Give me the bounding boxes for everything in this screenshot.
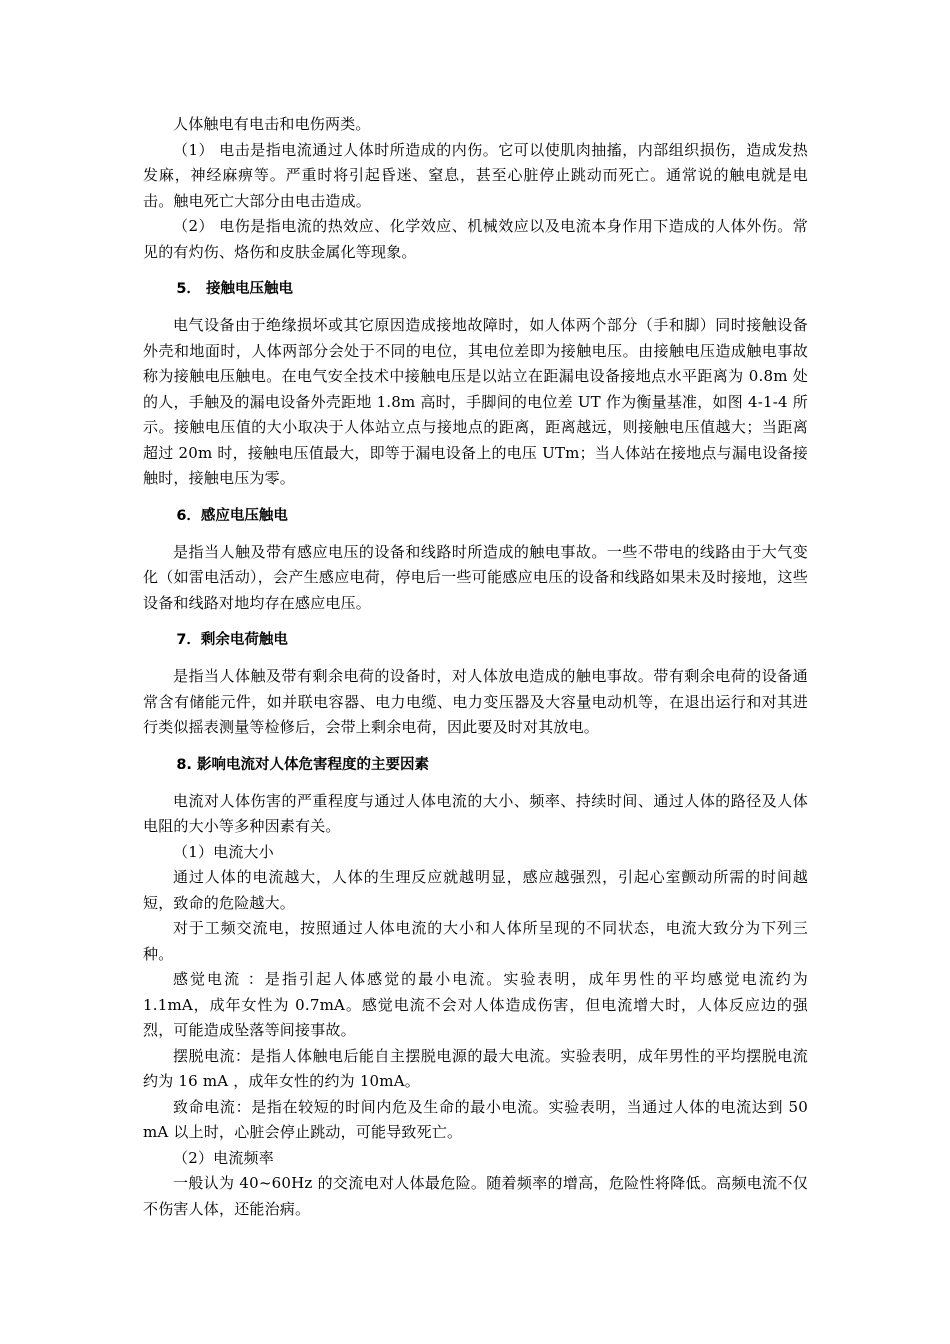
heading-7: 7．剩余电荷触电 xyxy=(176,632,288,648)
heading-6: 6．感应电压触电 xyxy=(176,507,288,524)
para-factors: 电流对人体伤害的严重程度与通过人体电流的大小、频率、持续时间、通过人体的路径及人体电阻的大小等多种因素有关。 xyxy=(143,791,808,835)
para-electric-shock: （1） 电击是指电流通过人体时所造成的内伤。它可以使肌肉抽搐，内部组织损伤，造成发热发麻，神经麻痹等。严重时将引起昏迷、窒息，甚至心脏停止跳动而死亡。通常说的触电就是电击。触电死亡大部分由电击造成。 xyxy=(143,140,808,210)
para-letgo-current: 摆脱电流：是指人体触电后能自主摆脱电源的最大电流。实验表明，成年男性的平均摆脱电流约为 16 mA ，成年女性的约为 10mA。 xyxy=(143,1046,808,1090)
para-frequency: 一般认为 40~60Hz 的交流电对人体最危险。随着频率的增高，危险性将降低。高频电流不仅不伤害人体，还能治病。 xyxy=(143,1174,808,1218)
para-electric-injury: （2） 电伤是指电流的热效应、化学效应、机械效应以及电流本身作用下造成的人体外伤。常见的有灼伤、烙伤和皮肤金属化等现象。 xyxy=(143,217,808,261)
para-current-magnitude-title: （1）电流大小 xyxy=(173,842,274,861)
para-perception-current: 感觉电流 ：是指引起人体感觉的最小电流。实验表明，成年男性的平均感觉电流约为 1.1mA，成年女性为 0.7mA。感觉电流不会对人体造成伤害，但电流增大时，人体反应边的强烈，可能造成坠落等间接事故。 xyxy=(143,970,808,1039)
para-contact-voltage: 电气设备由于绝缘损坏或其它原因造成接地故障时，如人体两个部分（手和脚）同时接触设备外壳和地面时，人体两部分会处于不同的电位，其电位差即为接触电压。由接触电压造成触电事故称为接触电压触电。在电气安全技术中接触电压是以站立在距漏电设备接地点水平距离为 0.8m 处的人，手触及的漏电设备外壳距地 1.8m 高时，手脚间的电位差 UT 作为衡量基准，如图 4-1-4 所示。接触电压值的大小取决于人体站立点与接地点的距离，距离越远，则接触电压值越大；当距离超过 20m 时，接触电压值最大，即等于漏电设备上的电压 UTm；当人体站在接地点与漏电设备接触时，接触电压为零。 xyxy=(143,316,808,487)
para-induced-voltage: 是指当人触及带有感应电压的设备和线路时所造成的触电事故。一些不带电的线路由于大气变化（如雷电活动），会产生感应电荷，停电后一些可能感应电压的设备和线路如果未及时接地，这些设备和线路对地均存在感应电压。 xyxy=(143,542,808,612)
para-frequency-title: （2）电流频率 xyxy=(173,1148,274,1167)
para-intro: 人体触电有电击和电伤两类。 xyxy=(173,115,371,133)
para-current-magnitude: 通过人体的电流越大，人体的生理反应就越明显，感应越强烈，引起心室颤动所需的时间越短，致命的危险越大。 xyxy=(143,868,808,912)
heading-5: 5． 接触电压触电 xyxy=(176,281,293,297)
heading-8: 8. 影响电流对人体危害程度的主要因素 xyxy=(176,756,429,773)
para-residual-charge: 是指当人体触及带有剩余电荷的设备时，对人体放电造成的触电事故。带有剩余电荷的设备通常含有储能元件，如并联电容器、电力电缆、电力变压器及大容量电动机等，在退出运行和对其进行类似摇表测量等检修后，会带上剩余电荷，因此要及时对其放电。 xyxy=(143,667,808,736)
para-three-types: 对于工频交流电，按照通过人体电流的大小和人体所呈现的不同状态，电流大致分为下列三种。 xyxy=(143,919,808,963)
document-body xyxy=(143,112,808,1222)
para-lethal-current: 致命电流：是指在较短的时间内危及生命的最小电流。实验表明，当通过人体的电流达到 50 mA 以上时，心脏会停止跳动，可能导致死亡。 xyxy=(143,1097,808,1141)
